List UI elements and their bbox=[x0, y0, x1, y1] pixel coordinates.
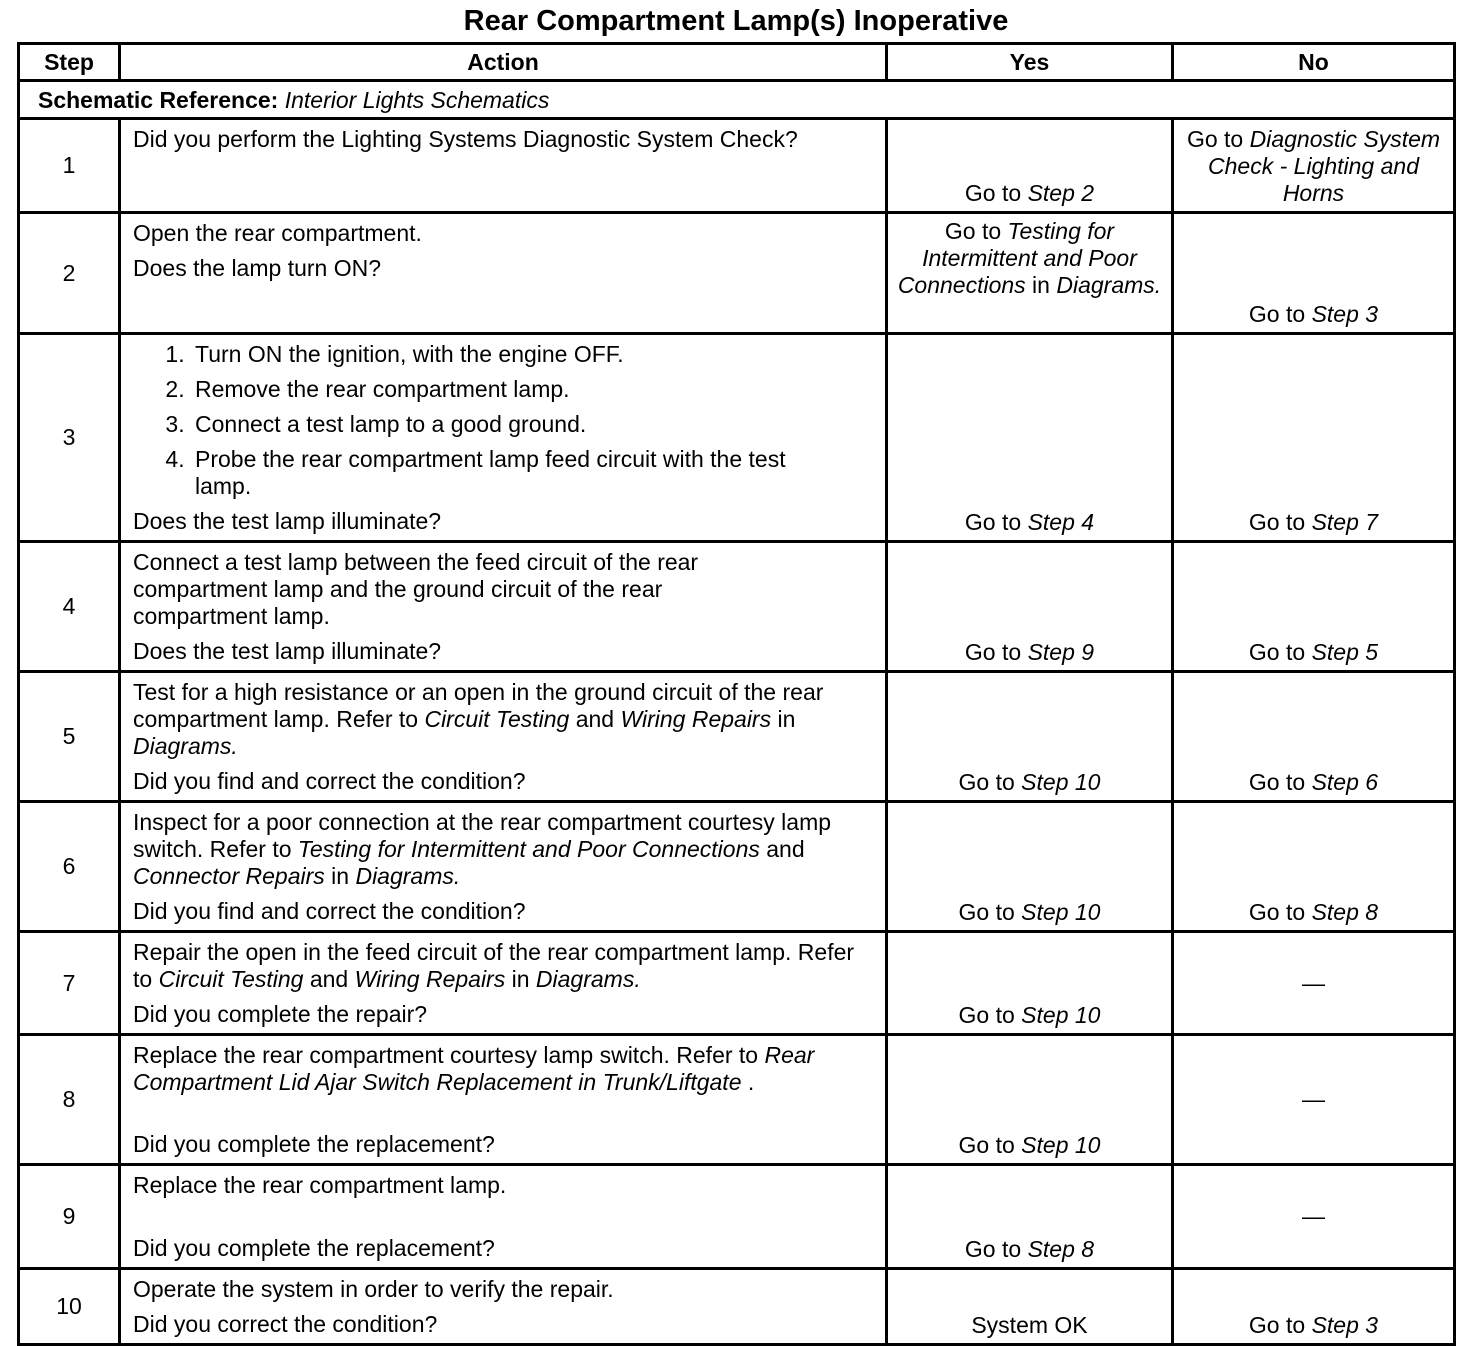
action-text-part: and bbox=[569, 706, 621, 732]
action-question: Does the test lamp illuminate? bbox=[133, 508, 442, 534]
yes-text: Go to bbox=[964, 1236, 1028, 1262]
no-dash: — bbox=[1302, 969, 1325, 996]
no-text: Go to bbox=[1248, 301, 1312, 327]
no-link: Step 8 bbox=[1311, 899, 1379, 925]
reference-link: Circuit Testing bbox=[424, 706, 570, 732]
action-cell bbox=[120, 672, 887, 802]
substep-item: 4. Probe the rear compartment lamp feed circuit with the test lamp. bbox=[191, 446, 873, 500]
table-row bbox=[19, 802, 1455, 932]
no-cell bbox=[1173, 213, 1455, 334]
reference-link: Wiring Repairs bbox=[620, 706, 772, 732]
no-link: Step 3 bbox=[1311, 1312, 1379, 1338]
table-row bbox=[19, 1165, 1455, 1269]
header-no: No bbox=[1173, 44, 1455, 81]
yes-link: Step 4 bbox=[1027, 509, 1095, 535]
yes-text: Go to bbox=[964, 180, 1028, 206]
table-row bbox=[19, 1269, 1455, 1345]
yes-cell bbox=[887, 334, 1173, 542]
step-number: 3 bbox=[19, 334, 120, 542]
action-cell bbox=[120, 334, 887, 542]
substep-item: 1. Turn ON the ignition, with the engine OFF. bbox=[191, 341, 873, 368]
action-text-part: in bbox=[505, 966, 536, 992]
header-yes: Yes bbox=[887, 44, 1173, 81]
no-link: Step 7 bbox=[1311, 509, 1379, 535]
action-text-part: in bbox=[771, 706, 796, 732]
yes-text: Go to bbox=[944, 218, 1008, 244]
header-action: Action bbox=[120, 44, 887, 81]
no-dash: — bbox=[1302, 1203, 1325, 1229]
header-row bbox=[19, 44, 1455, 81]
substep-item: 2. Remove the rear compartment lamp. bbox=[191, 376, 873, 403]
action-text: Operate the system in order to verify the repair. bbox=[133, 1276, 614, 1302]
action-cell bbox=[120, 1165, 887, 1269]
action-text: Open the rear compartment. bbox=[133, 220, 422, 246]
step-number: 5 bbox=[19, 672, 120, 802]
table-row bbox=[19, 1035, 1455, 1165]
no-text: Go to bbox=[1186, 126, 1250, 152]
yes-text: Go to bbox=[958, 899, 1022, 925]
table-row bbox=[19, 542, 1455, 672]
table-row bbox=[19, 672, 1455, 802]
yes-text: Go to bbox=[964, 509, 1028, 535]
schematic-reference-row bbox=[19, 81, 1455, 119]
action-question: Did you perform the Lighting Systems Diagnostic System Check? bbox=[133, 126, 798, 152]
table-row bbox=[19, 213, 1455, 334]
step-number: 9 bbox=[19, 1165, 120, 1269]
yes-link: Step 10 bbox=[1021, 1132, 1101, 1158]
action-cell bbox=[120, 802, 887, 932]
action-cell bbox=[120, 932, 887, 1035]
no-dash: — bbox=[1302, 1086, 1325, 1112]
yes-cell bbox=[887, 932, 1173, 1035]
no-link: Step 3 bbox=[1311, 301, 1379, 327]
yes-cell bbox=[887, 213, 1173, 334]
action-text bbox=[133, 809, 873, 890]
no-cell bbox=[1173, 334, 1455, 542]
no-cell bbox=[1173, 1165, 1455, 1269]
action-question: Does the test lamp illuminate? bbox=[133, 638, 442, 664]
no-text: Go to bbox=[1248, 769, 1312, 795]
reference-link: Testing for Intermittent and Poor Connections bbox=[297, 836, 760, 862]
action-question: Did you complete the replacement? bbox=[133, 1131, 495, 1157]
step-number: 1 bbox=[19, 119, 120, 213]
step-number: 2 bbox=[19, 213, 120, 334]
no-link: Step 6 bbox=[1311, 769, 1379, 795]
action-question: Did you find and correct the condition? bbox=[133, 768, 526, 794]
step-number: 7 bbox=[19, 932, 120, 1035]
reference-link: Circuit Testing bbox=[158, 966, 304, 992]
table-row bbox=[19, 932, 1455, 1035]
reference-link: Connector Repairs bbox=[133, 863, 325, 889]
reference-link: Rear Compartment Lid Ajar Switch Replacement in Trunk/Liftgate bbox=[133, 1042, 815, 1095]
substep-list bbox=[133, 341, 873, 500]
yes-cell bbox=[887, 802, 1173, 932]
table-row bbox=[19, 119, 1455, 213]
action-question: Did you complete the repair? bbox=[133, 1001, 428, 1027]
no-cell bbox=[1173, 542, 1455, 672]
yes-link: Diagrams. bbox=[1056, 272, 1162, 298]
action-text: Replace the rear compartment lamp. bbox=[133, 1172, 507, 1198]
no-cell bbox=[1173, 802, 1455, 932]
action-cell bbox=[120, 213, 887, 334]
page-title: Rear Compartment Lamp(s) Inoperative bbox=[463, 5, 1009, 37]
yes-cell bbox=[887, 1269, 1173, 1345]
yes-text: Go to bbox=[958, 769, 1022, 795]
yes-text: Go to bbox=[958, 1132, 1022, 1158]
diagnostic-table bbox=[17, 42, 1456, 1346]
yes-link: Step 2 bbox=[1027, 180, 1095, 206]
action-text-part: and bbox=[303, 966, 355, 992]
step-number: 8 bbox=[19, 1035, 120, 1165]
step-number: 6 bbox=[19, 802, 120, 932]
yes-link: Step 10 bbox=[1021, 1002, 1101, 1028]
table-row bbox=[19, 334, 1455, 542]
yes-link: Step 10 bbox=[1021, 769, 1101, 795]
action-text-part: Test for a high resistance or an open in the ground circuit of the rear compartment lamp. Refer to bbox=[133, 679, 824, 732]
reference-link: Diagrams. bbox=[133, 733, 238, 759]
no-cell bbox=[1173, 119, 1455, 213]
action-text-part: . bbox=[741, 1069, 755, 1095]
schematic-reference bbox=[19, 81, 1455, 119]
yes-cell bbox=[887, 119, 1173, 213]
no-cell bbox=[1173, 672, 1455, 802]
no-cell bbox=[1173, 932, 1455, 1035]
reference-link: Diagrams. bbox=[535, 966, 641, 992]
action-question: Does the lamp turn ON? bbox=[133, 255, 382, 281]
yes-cell bbox=[887, 672, 1173, 802]
no-text: Go to bbox=[1248, 639, 1312, 665]
header-step: Step bbox=[19, 44, 120, 81]
action-text: Connect a test lamp between the feed circuit of the rear compartment lamp and the ground circuit of the rear compartment lamp. bbox=[133, 549, 699, 629]
yes-text: Go to bbox=[964, 639, 1028, 665]
no-text: Go to bbox=[1248, 1312, 1312, 1338]
reference-link: Diagrams. bbox=[355, 863, 461, 889]
no-text: Go to bbox=[1248, 899, 1312, 925]
action-text-part: in bbox=[324, 863, 356, 889]
substep-item: 3. Connect a test lamp to a good ground. bbox=[191, 411, 873, 438]
yes-cell bbox=[887, 1165, 1173, 1269]
step-number: 10 bbox=[19, 1269, 120, 1345]
no-cell bbox=[1173, 1035, 1455, 1165]
action-text bbox=[133, 679, 873, 760]
action-text bbox=[133, 1042, 873, 1096]
action-question: Did you find and correct the condition? bbox=[133, 898, 526, 924]
yes-link: Step 8 bbox=[1027, 1236, 1095, 1262]
reference-link: Wiring Repairs bbox=[354, 966, 506, 992]
no-link: Diagnostic System Check - Lighting and Horns bbox=[1208, 126, 1441, 206]
action-cell bbox=[120, 119, 887, 213]
step-number: 4 bbox=[19, 542, 120, 672]
yes-cell bbox=[887, 1035, 1173, 1165]
action-text bbox=[133, 939, 873, 993]
yes-cell bbox=[887, 542, 1173, 672]
yes-link: Step 9 bbox=[1027, 639, 1095, 665]
action-cell bbox=[120, 542, 887, 672]
no-cell bbox=[1173, 1269, 1455, 1345]
action-question: Did you correct the condition? bbox=[133, 1311, 438, 1337]
action-text-part: Inspect for a poor connection at the rear compartment courtesy lamp switch. Refer to bbox=[133, 809, 832, 862]
action-text-part: Repair the open in the feed circuit of the rear compartment lamp. Refer to bbox=[133, 939, 855, 992]
yes-text: in bbox=[1025, 272, 1057, 298]
schematic-reference-label: Schematic Reference: bbox=[38, 87, 279, 113]
no-text: Go to bbox=[1248, 509, 1312, 535]
action-cell bbox=[120, 1269, 887, 1345]
yes-link: Testing for Intermittent and Poor Connections bbox=[897, 218, 1137, 298]
schematic-reference-link: Interior Lights Schematics bbox=[284, 87, 550, 113]
action-question: Did you complete the replacement? bbox=[133, 1235, 495, 1261]
action-text-part: Replace the rear compartment courtesy lamp switch. Refer to bbox=[133, 1042, 765, 1068]
yes-text: System OK bbox=[971, 1312, 1088, 1338]
action-cell bbox=[120, 1035, 887, 1165]
yes-text: Go to bbox=[958, 1002, 1022, 1028]
yes-link: Step 10 bbox=[1021, 899, 1101, 925]
no-link: Step 5 bbox=[1311, 639, 1379, 665]
action-text-part: and bbox=[759, 836, 805, 862]
